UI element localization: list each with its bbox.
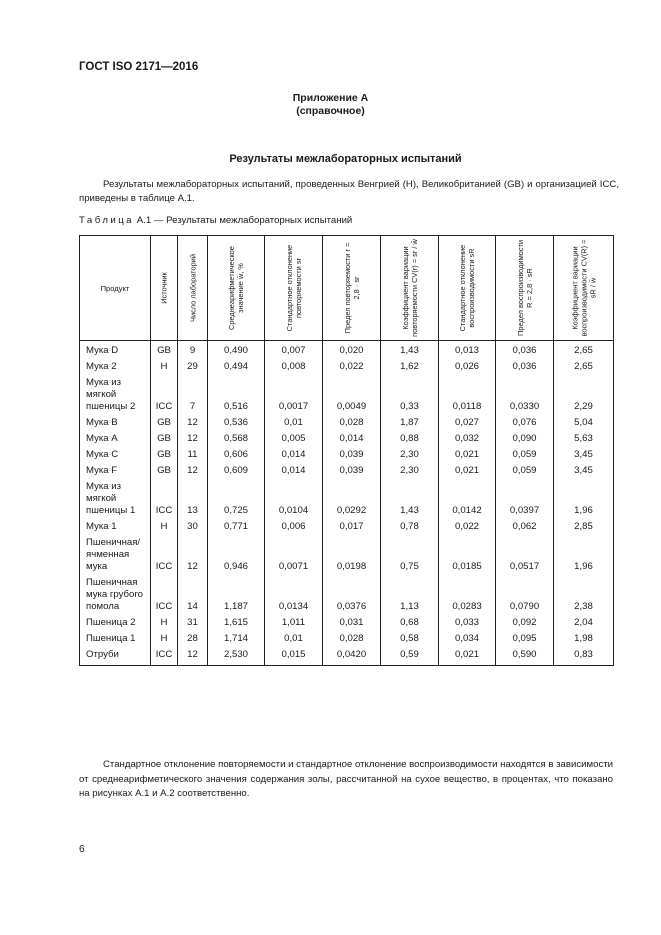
cell-sr: 0,015 <box>265 649 323 666</box>
cell-product: Пшеничная мука грубого помола <box>80 577 151 617</box>
table-caption <box>79 215 352 226</box>
cell-R: 0,0330 <box>496 377 554 417</box>
cell-r: 0,039 <box>323 449 381 465</box>
cell-cvR: 2,29 <box>554 377 614 417</box>
cell-product: Мука В <box>80 417 151 433</box>
cell-sR: 0,022 <box>439 521 496 537</box>
cell-cvr: 1,43 <box>381 341 439 362</box>
cell-source: Н <box>151 617 178 633</box>
cell-cvR: 1,96 <box>554 481 614 521</box>
cell-product: Отруби <box>80 649 151 666</box>
cell-cvR: 2,65 <box>554 341 614 362</box>
cell-r: 0,0376 <box>323 577 381 617</box>
cell-source: Н <box>151 633 178 649</box>
cell-R: 0,062 <box>496 521 554 537</box>
table-caption-title: — Результаты межлабораторных испытаний <box>153 215 353 226</box>
cell-cvR: 1,96 <box>554 537 614 577</box>
cell-sR: 0,021 <box>439 649 496 666</box>
cell-sR: 0,021 <box>439 449 496 465</box>
cell-r: 0,028 <box>323 633 381 649</box>
cell-mean: 0,946 <box>208 537 265 577</box>
table-row <box>80 449 614 465</box>
cell-sr: 0,008 <box>265 361 323 377</box>
intro-paragraph: Результаты межлабораторных испытаний, проведенных Венгрией (Н), Великобританией (GB) и организацией ICC, приведены в таблице А.1. <box>79 179 619 204</box>
cell-mean: 2,530 <box>208 649 265 666</box>
cell-cvr: 1,62 <box>381 361 439 377</box>
cell-source: GB <box>151 417 178 433</box>
cell-labs: 14 <box>178 577 208 617</box>
cell-r: 0,0420 <box>323 649 381 666</box>
cell-sR: 0,027 <box>439 417 496 433</box>
table-row <box>80 649 614 666</box>
cell-cvr: 0,68 <box>381 617 439 633</box>
table-row <box>80 417 614 433</box>
cell-sR: 0,013 <box>439 341 496 362</box>
table-caption-number: А.1 <box>136 215 152 226</box>
cell-sr: 0,007 <box>265 341 323 362</box>
cell-mean: 1,714 <box>208 633 265 649</box>
cell-sr: 0,01 <box>265 633 323 649</box>
cell-source: ICC <box>151 577 178 617</box>
cell-r: 0,017 <box>323 521 381 537</box>
cell-product: Мука из мягкой пшеницы 1 <box>80 481 151 521</box>
header-cvR: Коэффициент вариации воспроизводимости CV(R) = sR / w̄ <box>554 236 614 341</box>
cell-mean: 1,615 <box>208 617 265 633</box>
cell-cvr: 0,33 <box>381 377 439 417</box>
cell-cvR: 3,45 <box>554 465 614 481</box>
cell-sr: 0,014 <box>265 449 323 465</box>
table-row <box>80 521 614 537</box>
table-row <box>80 377 614 417</box>
cell-source: GB <box>151 465 178 481</box>
cell-product: Мука 1 <box>80 521 151 537</box>
cell-source: GB <box>151 449 178 465</box>
cell-R: 0,090 <box>496 433 554 449</box>
cell-product: Мука F <box>80 465 151 481</box>
cell-cvR: 2,38 <box>554 577 614 617</box>
header-source: Источник <box>151 236 178 341</box>
cell-cvr: 0,78 <box>381 521 439 537</box>
cell-sR: 0,0185 <box>439 537 496 577</box>
cell-cvR: 1,98 <box>554 633 614 649</box>
section-title: Результаты межлабораторных испытаний <box>229 153 462 165</box>
cell-r: 0,039 <box>323 465 381 481</box>
header-labs: Число лабораторий <box>178 236 208 341</box>
cell-cvr: 0,88 <box>381 433 439 449</box>
cell-labs: 9 <box>178 341 208 362</box>
results-table <box>79 235 614 666</box>
cell-source: GB <box>151 433 178 449</box>
table-row <box>80 481 614 521</box>
cell-labs: 12 <box>178 537 208 577</box>
cell-sR: 0,033 <box>439 617 496 633</box>
cell-R: 0,092 <box>496 617 554 633</box>
cell-sR: 0,0118 <box>439 377 496 417</box>
cell-mean: 0,494 <box>208 361 265 377</box>
cell-product: Мука 2 <box>80 361 151 377</box>
table-row <box>80 341 614 362</box>
cell-labs: 31 <box>178 617 208 633</box>
cell-r: 0,0292 <box>323 481 381 521</box>
cell-sr: 0,0104 <box>265 481 323 521</box>
cell-source: ICC <box>151 537 178 577</box>
cell-labs: 12 <box>178 417 208 433</box>
cell-labs: 12 <box>178 433 208 449</box>
cell-r: 0,022 <box>323 361 381 377</box>
cell-sR: 0,0283 <box>439 577 496 617</box>
cell-cvr: 2,30 <box>381 465 439 481</box>
cell-labs: 7 <box>178 377 208 417</box>
cell-cvR: 2,04 <box>554 617 614 633</box>
cell-mean: 1,187 <box>208 577 265 617</box>
cell-r: 0,0049 <box>323 377 381 417</box>
cell-R: 0,036 <box>496 341 554 362</box>
cell-mean: 0,516 <box>208 377 265 417</box>
cell-R: 0,590 <box>496 649 554 666</box>
cell-source: ICC <box>151 649 178 666</box>
cell-product: Мука С <box>80 449 151 465</box>
header-sr: Стандартное отклонение повторяемости sr <box>265 236 323 341</box>
appendix-subtitle: (справочное) <box>296 105 365 117</box>
cell-labs: 12 <box>178 465 208 481</box>
table-row <box>80 617 614 633</box>
cell-R: 0,059 <box>496 465 554 481</box>
table-row <box>80 433 614 449</box>
cell-cvr: 0,58 <box>381 633 439 649</box>
table-row <box>80 633 614 649</box>
cell-product: Мука А <box>80 433 151 449</box>
cell-sr: 1,011 <box>265 617 323 633</box>
header-cvr: Коэффициент вариации повторяемости CV(r) = sr / w̄ <box>381 236 439 341</box>
cell-sR: 0,0142 <box>439 481 496 521</box>
header-mean: Среднеарифметическое значение w̄, % <box>208 236 265 341</box>
cell-R: 0,0790 <box>496 577 554 617</box>
cell-product: Пшеничная/ ячменная мука <box>80 537 151 577</box>
cell-sr: 0,0071 <box>265 537 323 577</box>
cell-r: 0,028 <box>323 417 381 433</box>
cell-labs: 13 <box>178 481 208 521</box>
cell-cvr: 2,30 <box>381 449 439 465</box>
cell-mean: 0,536 <box>208 417 265 433</box>
table-row <box>80 577 614 617</box>
cell-mean: 0,490 <box>208 341 265 362</box>
cell-product: Пшеница 2 <box>80 617 151 633</box>
cell-cvr: 0,75 <box>381 537 439 577</box>
cell-cvr: 1,13 <box>381 577 439 617</box>
cell-labs: 11 <box>178 449 208 465</box>
cell-cvR: 3,45 <box>554 449 614 465</box>
cell-cvr: 1,87 <box>381 417 439 433</box>
cell-cvR: 5,63 <box>554 433 614 449</box>
cell-sR: 0,021 <box>439 465 496 481</box>
cell-source: ICC <box>151 377 178 417</box>
cell-sr: 0,0134 <box>265 577 323 617</box>
table-header-row <box>80 236 614 341</box>
cell-r: 0,0198 <box>323 537 381 577</box>
cell-R: 0,076 <box>496 417 554 433</box>
table-row <box>80 537 614 577</box>
standard-header: ГОСТ ISO 2171—2016 <box>79 61 199 73</box>
cell-sR: 0,026 <box>439 361 496 377</box>
cell-r: 0,014 <box>323 433 381 449</box>
cell-mean: 0,609 <box>208 465 265 481</box>
cell-cvR: 0,83 <box>554 649 614 666</box>
cell-product: Мука D <box>80 341 151 362</box>
cell-labs: 28 <box>178 633 208 649</box>
cell-R: 0,0397 <box>496 481 554 521</box>
cell-sr: 0,006 <box>265 521 323 537</box>
cell-sr: 0,0017 <box>265 377 323 417</box>
cell-cvR: 2,85 <box>554 521 614 537</box>
appendix-title: Приложение А <box>292 92 369 104</box>
table-row <box>80 465 614 481</box>
table-row <box>80 361 614 377</box>
cell-R: 0,036 <box>496 361 554 377</box>
cell-source: Н <box>151 361 178 377</box>
page-number: 6 <box>79 844 85 855</box>
table-caption-prefix: Таблица <box>79 215 135 226</box>
cell-R: 0,095 <box>496 633 554 649</box>
cell-sr: 0,014 <box>265 465 323 481</box>
conclusion-paragraph: Стандартное отклонение повторяемости и стандартное отклонение воспроизводимости находятся в зависимости от среднеарифметического значения содержания золы, рассчитанной на сухое вещество, в процентах, что показано на рисунках А.1 и А.2 соответственно. <box>79 759 613 799</box>
header-r: Предел повторяемости r = 2,8 · sr <box>323 236 381 341</box>
header-product: Продукт <box>80 236 151 341</box>
cell-source: Н <box>151 521 178 537</box>
cell-product: Пшеница 1 <box>80 633 151 649</box>
cell-cvR: 5,04 <box>554 417 614 433</box>
cell-source: ICC <box>151 481 178 521</box>
appendix-heading <box>0 92 661 118</box>
header-R: Предел воспроизводимости R = 2,8 · sR <box>496 236 554 341</box>
cell-sr: 0,005 <box>265 433 323 449</box>
cell-labs: 30 <box>178 521 208 537</box>
cell-labs: 29 <box>178 361 208 377</box>
cell-r: 0,031 <box>323 617 381 633</box>
cell-product: Мука из мягкой пшеницы 2 <box>80 377 151 417</box>
cell-labs: 12 <box>178 649 208 666</box>
header-sR: Стандартное отклонение воспроизводимости sR <box>439 236 496 341</box>
cell-sR: 0,032 <box>439 433 496 449</box>
cell-cvr: 0,59 <box>381 649 439 666</box>
cell-source: GB <box>151 341 178 362</box>
cell-mean: 0,725 <box>208 481 265 521</box>
cell-cvR: 2,65 <box>554 361 614 377</box>
cell-R: 0,059 <box>496 449 554 465</box>
cell-sR: 0,034 <box>439 633 496 649</box>
cell-r: 0,020 <box>323 341 381 362</box>
cell-R: 0,0517 <box>496 537 554 577</box>
cell-cvr: 1,43 <box>381 481 439 521</box>
cell-mean: 0,771 <box>208 521 265 537</box>
cell-mean: 0,606 <box>208 449 265 465</box>
cell-mean: 0,568 <box>208 433 265 449</box>
cell-sr: 0,01 <box>265 417 323 433</box>
